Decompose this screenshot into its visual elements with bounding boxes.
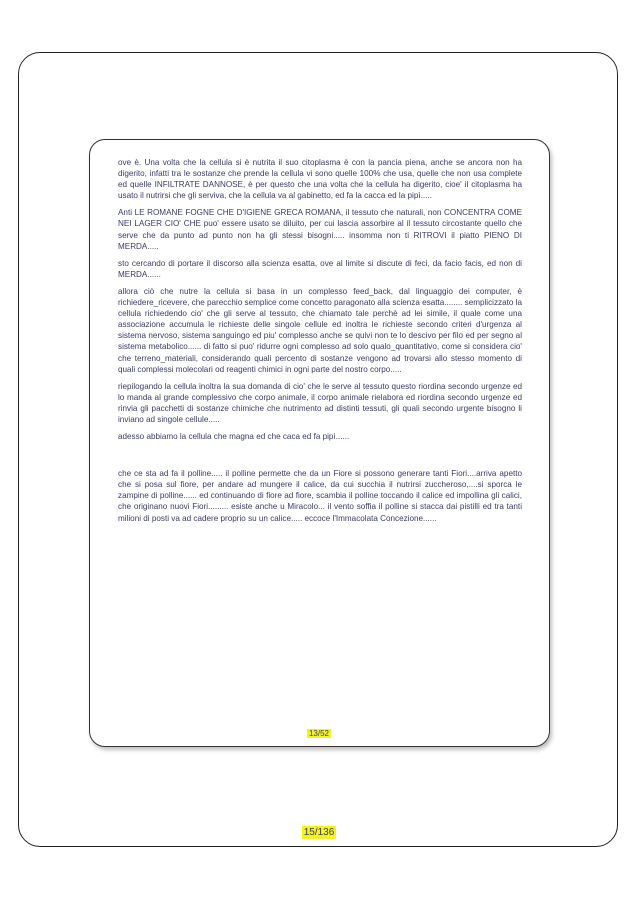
outer-page-number (0, 827, 638, 839)
inner-page-number (0, 729, 638, 739)
paragraph-2: Anti LE ROMANE FOGNE CHE D'IGIENE GRECA ROMANA, il tessuto che naturali, non CONCENTRA COME NEI LAGER CIO' CHE puo' essere usato se diluito, per cui lascia assorbire al il tessuto circostante quello che serve che da punto ad punto non ha gli stessi bisogni..... insomma non ti RITROVI il piatto PIENO DI MERDA..... (118, 208, 522, 251)
paragraph-1: ove è. Una volta che la cellula si è nutrita il suo citoplasma è con la pancia piena, anche se ancora non ha digerito, infatti tra le sostanze che prende la cellula vi sono quelle 100% che usa, quelle che non usa complete ed quelle INFILTRATE DANNOSE, è per questo che una volta che la cellula ha digerito, cioe' il citoplasma ha usato il nutrirsi che gli serviva, che la cellula va al gabinetto, ed fa la cacca ed la pipì..... (118, 158, 522, 201)
document-body (118, 157, 522, 530)
paragraph-4: allora ciò che nutre la cellula si basa in un complesso feed_back, dal linguaggio dei computer, è richiedere_ricevere, che parecchio semplice come concetto paragonato alla scienza esatta........ semplicizzato la cellula richiedendo cio' che gli serve al tessuto, che chiamato tale perchè ad lei simile, il quale come una associazione accumula le richieste delle singole cellule ed inoltra le richieste secondo criteri d'urgenza al sistema nervoso, sistema sanguingo ed piu' complesso anche se quivi non te lo descivo per filo ed per segno al sistema metabolico...... di fatto si puo' ridurre ogni complesso ad solo qualo_quantitativo, come si considera cio' che terreno_materiali, considerando quali percento di sostanze vengono ad trovarsi allo stesso momento di quali complessi molecolari od reagenti chimici in ogni parte del nostro corpo..... (118, 286, 522, 374)
paragraph-5: riepilogando la cellula inoltra la sua domanda di cio' che le serve al tessuto questo riordina secondo urgenze ed lo manda al grande complessivo che corpo animale, il corpo animale rielabora ed riordina secondo urgenze ed rinvia gli pacchetti di sostanze chimiche che nutrimento ad distinti tessuti, gli quali secondo urgente bisogno li inviano ad singole cellule..... (118, 381, 522, 424)
paragraph-3: sto cercando di portare il discorso alla scienza esatta, ove al limite si discute di feci, da facio facis, ed non di MERDA...... (118, 258, 522, 279)
outer-page-number-label: 15/136 (303, 827, 335, 838)
paragraph-7: che ce sta ad fa il polline..... il polline permette che da un Fiore si possono generare tanti Fiori....arriva apetto che si posa sul fiore, per andare ad mungere il calice, da cui succhia il nutrirsi zuccheroso,....si sporca le zampine di polline...... ed continuando di fiore ad fiore, scambia il polline toccando il calice ed impollina gli calici, che originano nuovi Fiori......... esiste anche u Miracolo... il vento soffia il polline si stacca dai pistilli ed tra tanti milioni di posti va ad cadere proprio su un calice..... eccoce l'Immacolata Concezione...... (118, 469, 522, 523)
inner-page-number-label: 13/52 (308, 729, 330, 738)
paragraph-6: adesso abbiamo la cellula che magna ed che caca ed fa pipì...... (118, 432, 350, 442)
